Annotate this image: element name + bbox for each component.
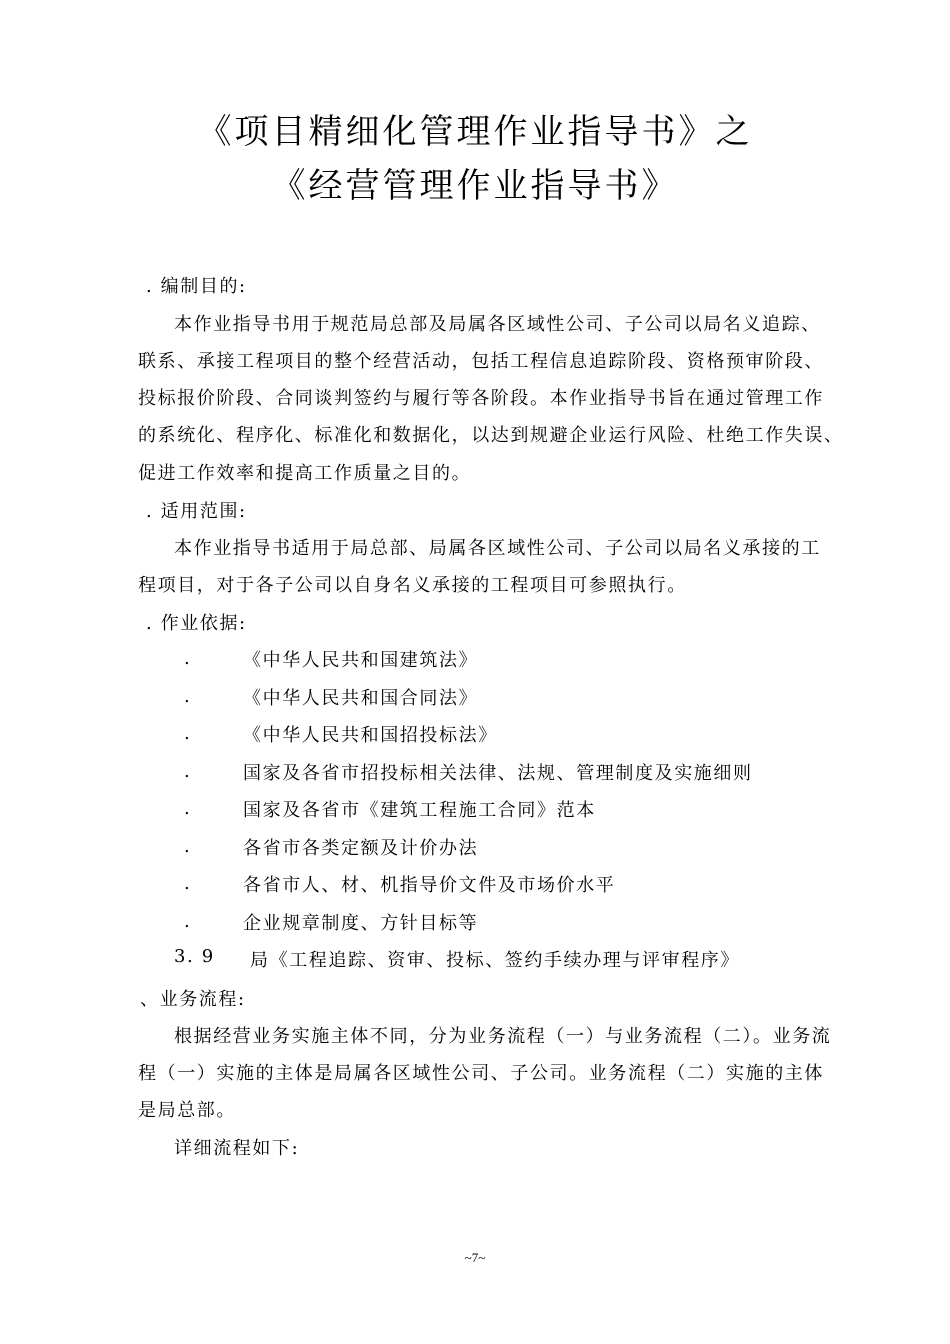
list-bullet: . xyxy=(184,761,190,782)
section-heading-flow: 、业务流程: xyxy=(140,989,246,1010)
list-bullet: . xyxy=(184,798,190,819)
paragraph-line: 详细流程如下: xyxy=(174,1138,300,1159)
paragraph-line: 本作业指导书用于规范局总部及局属各区域性公司、子公司以局名义追踪、 xyxy=(174,314,821,335)
page-number: ~7~ xyxy=(464,1250,486,1265)
basis-list-item: 国家及各省市招投标相关法律、法规、管理制度及实施细则 xyxy=(243,763,753,784)
section-heading-basis: . 作业依据: xyxy=(146,613,247,634)
basis-list-item: 企业规章制度、方针目标等 xyxy=(243,913,479,934)
list-bullet: . xyxy=(184,686,190,707)
section-heading-purpose: . 编制目的: xyxy=(146,276,247,297)
document-title-line-2: 《经营管理作业指导书》 xyxy=(271,166,679,206)
list-bullet: . xyxy=(184,836,190,857)
basis-list-item: 局《工程追踪、资审、投标、签约手续办理与评审程序》 xyxy=(250,950,740,971)
list-bullet: . xyxy=(184,911,190,932)
basis-list-item: 国家及各省市《建筑工程施工合同》范本 xyxy=(243,800,596,821)
section-heading-scope: . 适用范围: xyxy=(146,501,247,522)
paragraph-line: 是局总部。 xyxy=(138,1100,236,1121)
paragraph-line: 促进工作效率和提高工作质量之目的。 xyxy=(138,463,472,484)
basis-list-item: 《中华人民共和国建筑法》 xyxy=(243,650,479,671)
paragraph-line: 联系、承接工程项目的整个经营活动，包括工程信息追踪阶段、资格预审阶段、 xyxy=(138,351,824,372)
document-title-line-1: 《项目精细化管理作业指导书》之 xyxy=(197,112,753,152)
basis-list-item: 各省市人、材、机指导价文件及市场价水平 xyxy=(243,875,616,896)
list-bullet: . xyxy=(184,723,190,744)
list-bullet: . xyxy=(184,873,190,894)
basis-list-item: 各省市各类定额及计价办法 xyxy=(243,838,479,859)
basis-list-item: 《中华人民共和国合同法》 xyxy=(243,688,479,709)
paragraph-line: 根据经营业务实施主体不同，分为业务流程（一）与业务流程（二）。业务流 xyxy=(174,1026,832,1047)
paragraph-line: 投标报价阶段、合同谈判签约与履行等各阶段。本作业指导书旨在通过管理工作 xyxy=(138,388,824,409)
list-bullet: . xyxy=(184,648,190,669)
paragraph-line: 本作业指导书适用于局总部、局属各区域性公司、子公司以局名义承接的工 xyxy=(174,538,821,559)
paragraph-line: 程项目，对于各子公司以自身名义承接的工程项目可参照执行。 xyxy=(138,575,687,596)
paragraph-line: 的系统化、程序化、标准化和数据化，以达到规避企业运行风险、杜绝工作失误、 xyxy=(138,425,844,446)
basis-item-number: 3. 9 xyxy=(174,946,215,967)
basis-list-item: 《中华人民共和国招投标法》 xyxy=(243,725,498,746)
paragraph-line: 程（一）实施的主体是局属各区域性公司、子公司。业务流程（二）实施的主体 xyxy=(138,1063,824,1084)
